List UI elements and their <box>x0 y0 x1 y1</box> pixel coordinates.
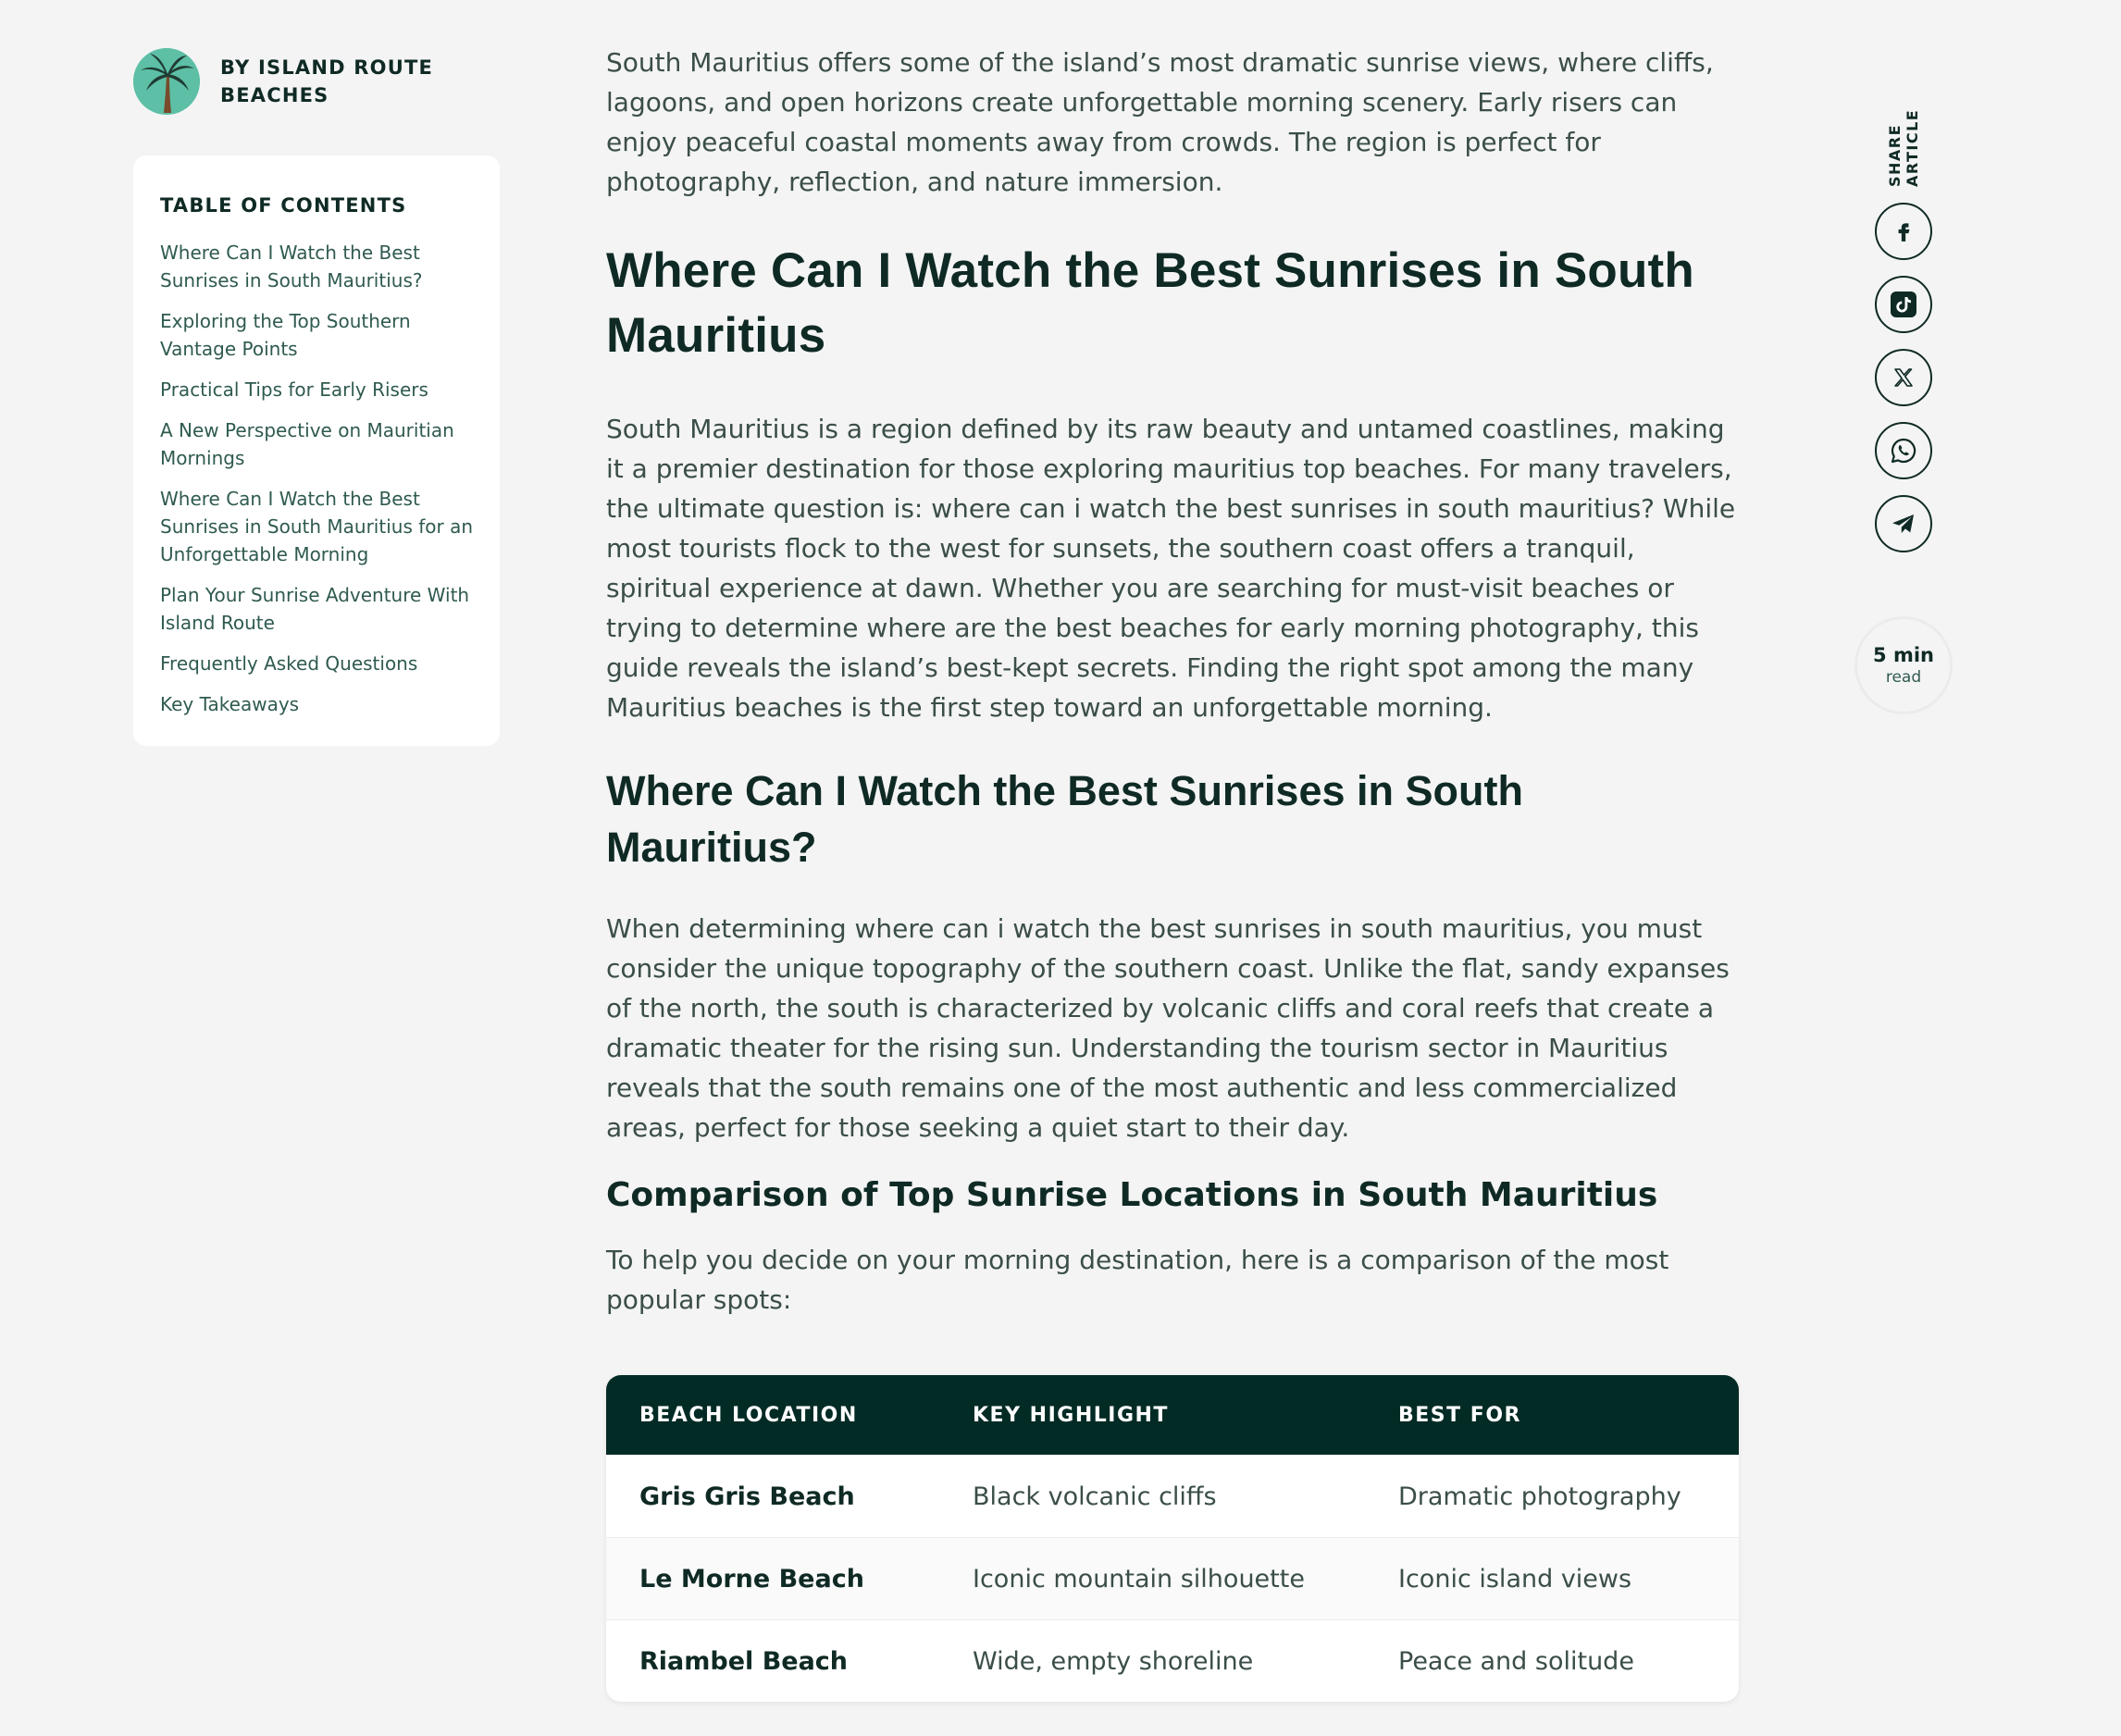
tiktok-share-button[interactable] <box>1875 276 1932 333</box>
table-cell: Dramatic photography <box>1365 1456 1739 1538</box>
brand-line-2: BEACHES <box>220 84 329 106</box>
telegram-icon <box>1891 511 1916 537</box>
subsection-heading: Comparison of Top Sunrise Locations in South Mauritius <box>606 1176 1658 1214</box>
whatsapp-icon <box>1890 437 1917 465</box>
paragraph: South Mauritius is a region defined by its raw beauty and untamed coastlines, making it a premier destination for those exploring mauritius top beaches. For many travelers, the ultimate question is: where can i watch the best sunrises in south mauritius? While most tourists flock to the west for sunsets, the southern coast offers a tranquil, spiritual experience at dawn. Whether you are searching for must-visit beaches or trying to determine where are the best beaches for early morning photography, this guide reveals the island’s best-kept secrets. Finding the right spot among the many Mauritius beaches is the first step toward an unforgettable morning. <box>606 414 1736 723</box>
column-header: KEY HIGHLIGHT <box>939 1375 1365 1456</box>
table-cell: Iconic island views <box>1365 1538 1739 1620</box>
facebook-icon <box>1892 219 1916 243</box>
x-share-button[interactable] <box>1875 349 1932 406</box>
brand-line-1: BY ISLAND ROUTE <box>220 56 434 79</box>
toc-item[interactable]: Plan Your Sunrise Adventure With Island Route <box>160 584 470 634</box>
facebook-share-button[interactable] <box>1875 203 1932 260</box>
tiktok-icon <box>1889 290 1918 319</box>
column-header: BEACH LOCATION <box>606 1375 939 1456</box>
brand-name <box>220 54 433 109</box>
table-cell: Iconic mountain silhouette <box>939 1538 1365 1620</box>
table-cell: Peace and solitude <box>1365 1620 1739 1703</box>
toc-title: TABLE OF CONTENTS <box>160 194 407 217</box>
paragraph: To help you decide on your morning destination, here is a comparison of the most popular spots: <box>606 1245 1669 1315</box>
toc-item[interactable]: Where Can I Watch the Best Sunrises in South Mauritius for an Unforgettable Morning <box>160 488 474 565</box>
table-row <box>606 1456 1739 1538</box>
palm-tree-logo-icon <box>133 48 200 115</box>
table-row <box>606 1620 1739 1703</box>
article-heading: Where Can I Watch the Best Sunrises in South Mauritius <box>606 243 1694 363</box>
intro-paragraph: South Mauritius offers some of the island’s most dramatic sunrise views, where cliffs, lagoons, and open horizons create unforgettable morning scenery. Early risers can enjoy peaceful coastal moments away from crowds. The region is perfect for photography, reflection, and nature immersion. <box>606 47 1714 197</box>
toc-item[interactable]: Exploring the Top Southern Vantage Points <box>160 310 411 360</box>
toc-item[interactable]: A New Perspective on Mauritian Mornings <box>160 419 454 469</box>
paragraph: When determining where can i watch the best sunrises in south mauritius, you must consider the unique topography of the southern coast. Unlike the flat, sandy expanses of the north, the south is characterized by volcanic cliffs and coral reefs that create a dramatic theater for the rising sun. Understanding the tourism sector in Mauritius reveals that the south remains one of the most authentic and less commercialized areas, perfect for those seeking a quiet start to their day. <box>606 913 1730 1143</box>
toc-item[interactable]: Key Takeaways <box>160 693 300 715</box>
share-rail <box>1873 44 1934 712</box>
brand[interactable] <box>133 48 433 115</box>
toc-item[interactable]: Where Can I Watch the Best Sunrises in South Mauritius? <box>160 242 423 291</box>
toc-item[interactable]: Frequently Asked Questions <box>160 652 418 675</box>
comparison-table <box>606 1375 1739 1702</box>
table-row <box>606 1538 1739 1620</box>
share-label: SHARE ARTICLE <box>1886 108 1921 187</box>
table-of-contents <box>133 155 500 746</box>
table-cell: Gris Gris Beach <box>606 1456 939 1538</box>
whatsapp-share-button[interactable] <box>1875 422 1932 479</box>
table-cell: Riambel Beach <box>606 1620 939 1703</box>
read-time-badge <box>1857 619 1950 712</box>
telegram-share-button[interactable] <box>1875 495 1932 552</box>
column-header: BEST FOR <box>1365 1375 1739 1456</box>
section-heading: Where Can I Watch the Best Sunrises in South Mauritius? <box>606 767 1523 871</box>
table-header-row <box>606 1375 1739 1456</box>
table-cell: Black volcanic cliffs <box>939 1456 1365 1538</box>
toc-item[interactable]: Practical Tips for Early Risers <box>160 378 428 401</box>
article-body <box>606 43 1740 1702</box>
table-cell: Le Morne Beach <box>606 1538 939 1620</box>
x-icon <box>1892 366 1915 389</box>
read-time-value: 5 min <box>1873 644 1934 666</box>
table-cell: Wide, empty shoreline <box>939 1620 1365 1703</box>
read-time-label: read <box>1885 668 1922 687</box>
